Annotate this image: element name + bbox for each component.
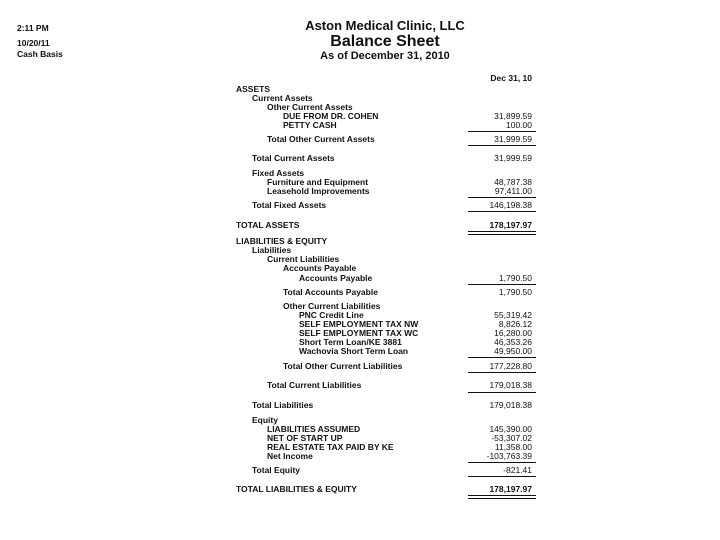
row-label: Liabilities [252, 245, 292, 255]
subtotal-rule [468, 131, 536, 132]
report-basis: Cash Basis [17, 49, 63, 59]
row-label: Equity [252, 415, 278, 425]
row-amount: 16,280.00 [494, 328, 532, 338]
row-wachovia-short-term-loan [236, 346, 536, 356]
row-amount: -53,307.02 [491, 433, 532, 443]
row-amount: 97,411.00 [494, 186, 532, 196]
row-label: LIABILITIES ASSUMED [267, 424, 361, 434]
subtotal-rule [468, 372, 536, 373]
row-label: Current Assets [252, 93, 313, 103]
row-label: Fixed Assets [252, 168, 305, 178]
row-amount: 1,790.50 [498, 273, 532, 283]
row-label: Total Current Liabilities [267, 380, 362, 390]
report-as-of: As of December 31, 2010 [320, 50, 450, 62]
report-date: 10/20/11 [17, 38, 50, 48]
row-amount: 49,950.00 [494, 346, 532, 356]
row-label: Accounts Payable [283, 263, 357, 273]
row-label: Accounts Payable [299, 273, 373, 283]
subtotal-rule [468, 357, 536, 358]
row-label: TOTAL LIABILITIES & EQUITY [236, 484, 357, 494]
row-amount: 178,197.97 [489, 484, 532, 494]
row-label: SELF EMPLOYMENT TAX WC [299, 328, 419, 338]
row-total-other-current-assets [236, 134, 536, 144]
row-total-accounts-payable [236, 287, 536, 297]
grand-total-rule [468, 495, 536, 499]
row-amount: 48,787.38 [494, 177, 532, 187]
subtotal-rule [468, 211, 536, 212]
row-amount: -103,763.39 [486, 451, 532, 461]
row-amount: 31,899.59 [494, 111, 532, 121]
row-label: Leasehold Improvements [267, 186, 370, 196]
row-total-liabilities-and-equity [236, 484, 536, 494]
report-title-block [260, 18, 510, 63]
company-name: Aston Medical Clinic, LLC [305, 18, 465, 33]
row-label: Total Accounts Payable [283, 287, 378, 297]
row-label: Other Current Liabilities [283, 301, 381, 311]
report-time: 2:11 PM [17, 23, 49, 33]
row-petty-cash [236, 120, 536, 130]
report-title: Balance Sheet [330, 33, 440, 50]
row-total-fixed-assets [236, 200, 536, 210]
row-label: LIABILITIES & EQUITY [236, 236, 328, 246]
row-label: Total Other Current Liabilities [283, 361, 403, 371]
row-label: Net Income [267, 451, 313, 461]
row-label: TOTAL ASSETS [236, 220, 300, 230]
row-label: DUE FROM DR. COHEN [283, 111, 379, 121]
row-amount: 31,999.59 [494, 134, 532, 144]
row-label: Total Liabilities [252, 400, 314, 410]
row-label: Total Equity [252, 465, 301, 475]
row-amount: 178,197.97 [489, 220, 532, 230]
row-amount: 146,198.38 [489, 200, 532, 210]
row-label: PNC Credit Line [299, 310, 364, 320]
row-amount: 179,018.38 [489, 400, 532, 410]
row-label: Total Other Current Assets [267, 134, 375, 144]
row-leasehold-improvements [236, 186, 536, 196]
row-total-liabilities [236, 400, 536, 410]
row-net-income [236, 451, 536, 461]
subtotal-rule [468, 462, 536, 463]
row-amount: -821.41 [503, 465, 532, 475]
subtotal-rule [468, 197, 536, 198]
row-label: ASSETS [236, 84, 271, 94]
row-accounts-payable [236, 273, 536, 283]
row-total-current-assets [236, 153, 536, 163]
grand-total-rule [468, 231, 536, 235]
row-amount: 31,999.59 [494, 153, 532, 163]
row-label: Current Liabilities [267, 254, 340, 264]
row-label: REAL ESTATE TAX PAID BY KE [267, 442, 394, 452]
row-label: PETTY CASH [283, 120, 337, 130]
row-total-current-liabilities [236, 380, 536, 390]
row-label: Total Current Assets [252, 153, 335, 163]
row-amount: 179,018.38 [489, 380, 532, 390]
row-label: Wachovia Short Term Loan [299, 346, 409, 356]
row-label: Other Current Assets [267, 102, 353, 112]
row-total-assets [236, 220, 536, 230]
row-amount: 100.00 [506, 120, 532, 130]
row-label: SELF EMPLOYMENT TAX NW [299, 319, 419, 329]
row-amount: 1,790.50 [498, 287, 532, 297]
row-amount: 11,358.00 [494, 442, 532, 452]
report-meta [17, 23, 63, 60]
row-amount: 177,228.80 [489, 361, 532, 371]
row-total-equity [236, 465, 536, 475]
row-amount: 55,319.42 [494, 310, 532, 320]
row-label: Short Term Loan/KE 3881 [299, 337, 402, 347]
row-amount: 46,353.26 [494, 337, 532, 347]
subtotal-rule [468, 145, 536, 146]
subtotal-rule [468, 476, 536, 477]
row-amount: 145,390.00 [489, 424, 532, 434]
subtotal-rule [468, 392, 536, 393]
row-label: Total Fixed Assets [252, 200, 327, 210]
subtotal-rule [468, 284, 536, 285]
row-accounts-payable-heading [236, 263, 536, 273]
row-amount: 8,826.12 [498, 319, 532, 329]
row-label: Furniture and Equipment [267, 177, 369, 187]
row-label: NET OF START UP [267, 433, 343, 443]
column-heading: Dec 31, 10 [490, 73, 532, 83]
row-total-other-current-liabilities [236, 361, 536, 371]
